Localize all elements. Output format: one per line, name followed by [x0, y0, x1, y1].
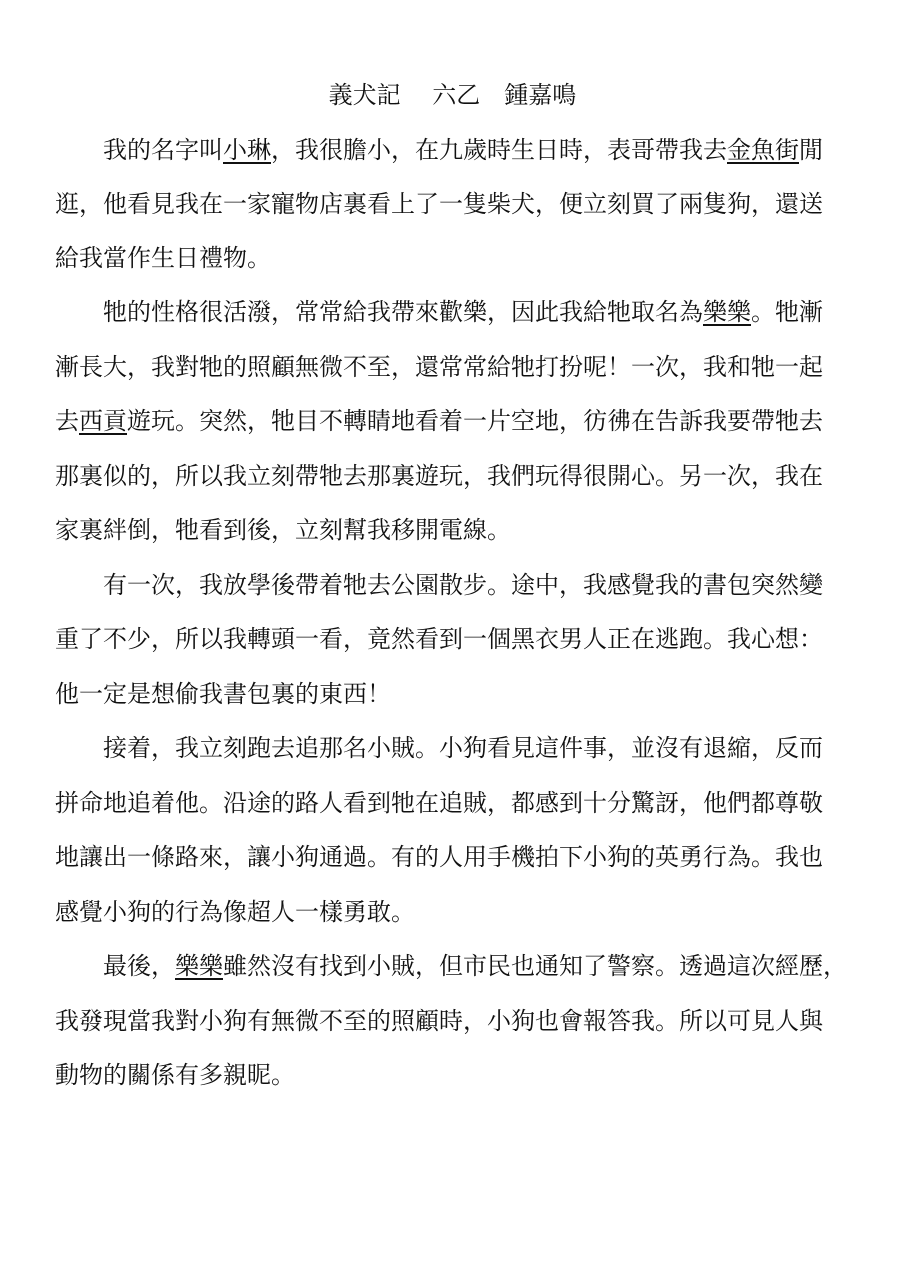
paragraph-3-line-3: 他一定是想偷我書包裏的東西！	[55, 680, 391, 708]
text-run: ，我很膽小，在九歲時生日時，表哥帶我去	[271, 136, 727, 164]
paragraph-5-line-2: 我發現當我對小狗有無微不至的照顧時，小狗也會報答我。所以可見人與	[55, 1007, 823, 1035]
underlined-name: 小琳	[223, 136, 271, 164]
paragraph-5-line-3: 動物的關係有多親昵。	[55, 1061, 295, 1089]
paragraph-1-line-3: 給我當作生日禮物。	[55, 244, 271, 272]
paragraph-2-line-1	[103, 297, 903, 327]
text-run: 去	[55, 407, 79, 435]
underlined-place: 金魚街	[727, 136, 799, 164]
paragraph-4-line-2: 拼命地追着他。沿途的路人看到牠在追賊，都感到十分驚訝，他們都尊敬	[55, 789, 823, 817]
paragraph-2-line-2: 漸長大，我對牠的照顧無微不至，還常常給牠打扮呢！一次，我和牠一起	[55, 353, 823, 381]
underlined-name: 樂樂	[703, 298, 751, 326]
paragraph-4-line-3: 地讓出一條路來，讓小狗通過。有的人用手機拍下小狗的英勇行為。我也	[55, 843, 823, 871]
text-run: 閒	[799, 136, 823, 164]
underlined-place: 西貢	[79, 407, 127, 435]
text-run: 最後，	[103, 952, 175, 980]
text-run: 牠的性格很活潑，常常給我帶來歡樂，因此我給牠取名為	[103, 298, 703, 326]
paragraph-4-line-4: 感覺小狗的行為像超人一樣勇敢。	[55, 898, 415, 926]
paragraph-5-line-1	[103, 951, 903, 981]
paragraph-3-line-2: 重了不少，所以我轉頭一看，竟然看到一個黑衣男人正在逃跑。我心想：	[55, 625, 823, 653]
paragraph-1-line-2: 逛，他看見我在一家寵物店裏看上了一隻柴犬，便立刻買了兩隻狗，還送	[55, 190, 823, 218]
essay-title: 義犬記 六乙 鍾嘉鳴	[328, 81, 577, 109]
text-run: 遊玩。突然，牠目不轉睛地看着一片空地，彷彿在告訴我要帶牠去	[127, 407, 823, 435]
text-run: 我的名字叫	[103, 136, 223, 164]
paragraph-2-line-4: 那裏似的，所以我立刻帶牠去那裏遊玩，我們玩得很開心。另一次，我在	[55, 462, 823, 490]
paragraph-2-line-5: 家裏絆倒，牠看到後，立刻幫我移開電線。	[55, 516, 511, 544]
text-run: 。牠漸	[751, 298, 823, 326]
underlined-name: 樂樂	[175, 952, 223, 980]
paragraph-1-line-1	[103, 135, 903, 165]
paragraph-4-line-1: 接着，我立刻跑去追那名小賊。小狗看見這件事，並沒有退縮，反而	[103, 734, 823, 762]
paragraph-3-line-1: 有一次，我放學後帶着牠去公園散步。途中，我感覺我的書包突然變	[103, 571, 823, 599]
text-run: 雖然沒有找到小賊，但市民也通知了警察。透過這次經歷，	[223, 952, 847, 980]
paragraph-2-line-3	[55, 406, 855, 436]
